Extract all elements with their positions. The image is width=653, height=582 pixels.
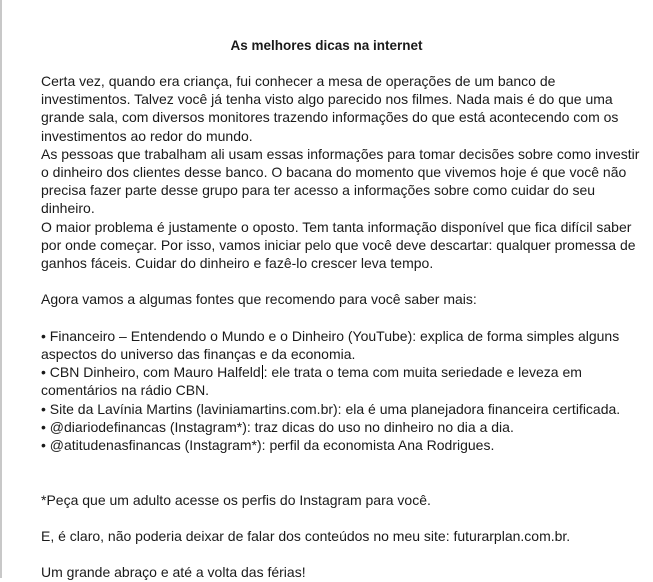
closing-line-1: E, é claro, não poderia deixar de falar dos conteúdos no meu site: futurarplan.com.br. <box>41 528 571 545</box>
closing-line-2: Um grande abraço e até a volta das férias! <box>41 564 306 581</box>
paragraph-2: As pessoas que trabalham ali usam essas informações para tomar decisões sobre como investir o dinheiro dos clientes desse banco. O bacana do momento que vivemos hoje é que você não precisa fazer parte desse grupo para ter acesso a informações sobre como cuidar do seu dinheiro. <box>41 145 640 217</box>
list-item-text: Site da Lavínia Martins (laviniamartins.com.br): ela é uma planejadora financeira certificada. <box>49 400 621 417</box>
list-item-text: @diariodefinancas (Instagram*): traz dicas do uso no dinheiro no dia a dia. <box>49 418 514 435</box>
bullet-icon: • <box>41 437 46 454</box>
list-item <box>41 400 641 418</box>
list-item <box>41 363 641 399</box>
document-title: As melhores dicas na internet <box>230 38 423 53</box>
list-item-text: : ele trata o tema com muita seriedade e leveza em comentários na rádio CBN. <box>41 364 582 399</box>
blank-line <box>41 272 641 290</box>
list-item <box>41 436 641 454</box>
list-item <box>41 418 641 436</box>
footnote: *Peça que um adulto acesse os perfis do Instagram para você. <box>41 491 431 508</box>
list-item-text: CBN Dinheiro, com Mauro Halfeld <box>49 364 261 381</box>
bullet-icon: • <box>41 418 46 435</box>
paragraph-3: O maior problema é justamente o oposto. Tem tanta informação disponível que fica difícil saber por onde começar. Por isso, vamos iniciar pelo que você deve descartar: qualquer promessa de ganhos fáceis. Cuidar do dinheiro e fazê-lo crescer leva tempo. <box>41 218 636 272</box>
blank-line <box>41 454 641 490</box>
text-cursor <box>262 365 263 379</box>
bullet-icon: • <box>41 327 46 344</box>
list-item-text: Financeiro – Entendendo o Mundo e o Dinheiro (YouTube): explica de forma simples alguns aspectos do universo das finanças e da economia. <box>41 327 620 363</box>
document-body[interactable] <box>41 72 641 582</box>
list-item-text: @atitudenasfinancas (Instagram*): perfil da economista Ana Rodrigues. <box>49 437 495 454</box>
paragraph-1: Certa vez, quando era criança, fui conhecer a mesa de operações de um banco de investimentos. Talvez você já tenha visto algo parecido nos filmes. Nada mais é do que uma grande sala, com diversos monitores trazendo informações do que está acontecendo com os investimentos ao redor do mundo. <box>41 73 619 144</box>
paragraph-4: Agora vamos a algumas fontes que recomendo para você saber mais: <box>41 291 477 308</box>
page-left-edge <box>0 0 2 578</box>
blank-line <box>41 509 641 527</box>
list-item <box>41 327 641 363</box>
blank-line <box>41 545 641 563</box>
blank-line <box>41 309 641 327</box>
bullet-icon: • <box>41 364 46 381</box>
bullet-icon: • <box>41 400 46 417</box>
